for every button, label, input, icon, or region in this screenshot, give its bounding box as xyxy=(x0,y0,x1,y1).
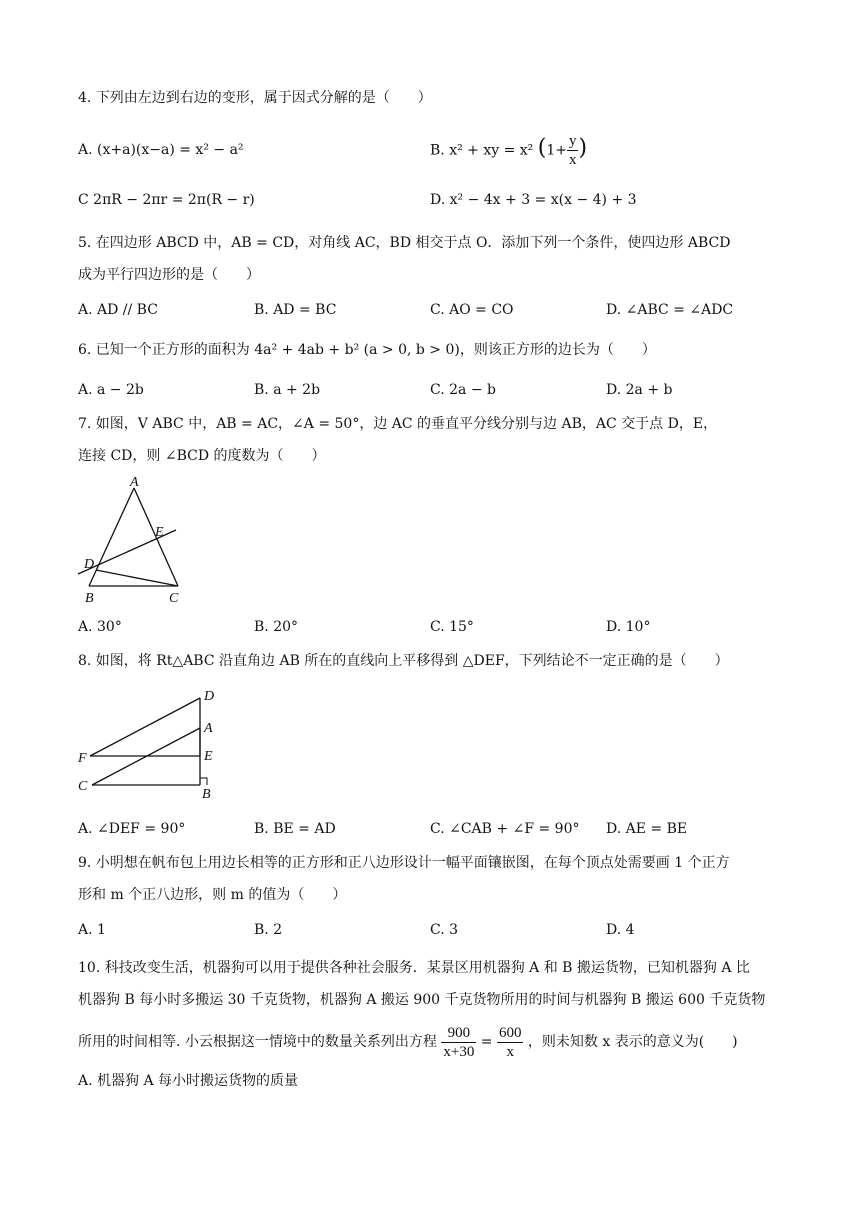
q4-option-b: B. x² + xy = x² (1+ $\frac{y}{x}$ ) xyxy=(430,133,588,168)
q10-stem-line3-suffix: ，则未知数 x 表示的意义为( ) xyxy=(527,1034,738,1050)
q8-option-b: B. BE = AD xyxy=(254,821,336,837)
q8-option-c: C. ∠CAB + ∠F = 90° xyxy=(430,821,580,837)
q5-stem-line1: 5. 在四边形 ABCD 中，AB = CD，对角线 AC，BD 相交于点 O．添加下列一个条件，使四边形 ABCD xyxy=(78,235,731,251)
q4-option-b-prefix: B. x² + xy = x² xyxy=(430,142,534,159)
q5-option-c: C. AO = CO xyxy=(430,302,514,318)
q7-label-a: A xyxy=(130,475,139,490)
q10-stem-line1: 10. 科技改变生活，机器狗可以用于提供各种社会服务．某景区用机器狗 A 和 B 搬运货物，已知机器狗 A 比 xyxy=(78,960,750,976)
q7-stem-line1: 7. 如图，V ABC 中，AB = AC，∠A = 50°，边 AC 的垂直平分线分别与边 AB，AC 交于点 D，E， xyxy=(78,416,718,432)
q10-fraction-1 xyxy=(441,1024,476,1061)
q4-option-c: C 2πR − 2πr = 2π(R − r) xyxy=(78,192,255,208)
q10-option-a: A. 机器狗 A 每小时搬运货物的质量 xyxy=(78,1073,299,1089)
q4-stem: 4. 下列由左边到右边的变形，属于因式分解的是（ ） xyxy=(78,90,432,106)
q8-option-d: D. AE = BE xyxy=(606,821,688,837)
q4-frac-den: x xyxy=(568,152,577,168)
q6-option-a: A. a − 2b xyxy=(78,382,144,398)
q7-side-ab xyxy=(89,488,134,586)
q8-right-angle-mark xyxy=(200,778,207,785)
q5-stem-line2: 成为平行四边形的是（ ） xyxy=(78,267,260,283)
q7-option-d: D. 10° xyxy=(606,619,651,635)
q7-label-d: D xyxy=(84,557,95,572)
q9-option-d: D. 4 xyxy=(606,922,635,938)
q4-fraction xyxy=(567,132,579,169)
q8-label-e: E xyxy=(204,749,213,764)
q10-fraction-2 xyxy=(497,1024,524,1061)
q10-equals: = xyxy=(480,1034,493,1050)
q8-label-a: A xyxy=(204,721,213,736)
q9-option-c: C. 3 xyxy=(430,922,459,938)
q9-stem-line1: 9. 小明想在帆布包上用边长相等的正方形和正八边形设计一幅平面镶嵌图，在每个顶点处需要画 1 个正方 xyxy=(78,855,730,871)
q6-option-d: D. 2a + b xyxy=(606,382,673,398)
q7-option-a: A. 30° xyxy=(78,619,122,635)
q8-label-d: D xyxy=(204,689,215,704)
q8-stem: 8. 如图，将 Rt△ABC 沿直角边 AB 所在的直线向上平移得到 △DEF，下列结论不一定正确的是（ ） xyxy=(78,653,729,669)
q8-label-b: B xyxy=(202,787,211,802)
q4-option-d: D. x² − 4x + 3 = x(x − 4) + 3 xyxy=(430,192,637,208)
q8-label-c: C xyxy=(78,779,88,794)
q8-translation-figure xyxy=(76,684,226,804)
q6-option-b: B. a + 2b xyxy=(254,382,321,398)
q10-frac2-den: x xyxy=(506,1043,514,1060)
q10-frac1-den: x+30 xyxy=(443,1043,475,1060)
q8-option-a: A. ∠DEF = 90° xyxy=(78,821,186,837)
q4-option-b-one: 1+ xyxy=(546,142,567,159)
q7-label-c: C xyxy=(169,591,179,606)
q10-frac2-num: 600 xyxy=(498,1024,522,1041)
q5-option-b: B. AD = BC xyxy=(254,302,337,318)
q10-stem-line3 xyxy=(78,1020,738,1064)
q9-option-b: B. 2 xyxy=(254,922,283,938)
q9-stem-line2: 形和 m 个正八边形，则 m 的值为（ ） xyxy=(78,887,347,903)
q9-option-a: A. 1 xyxy=(78,922,106,938)
q10-stem-line3-prefix: 所用的时间相等. 小云根据这一情境中的数量关系列出方程 xyxy=(78,1034,437,1050)
q6-stem: 6. 已知一个正方形的面积为 4a² + 4ab + b² (a > 0, b > 0)，则该正方形的边长为（ ） xyxy=(78,342,656,358)
q4-option-a: A. (x+a)(x−a) = x² − a² xyxy=(78,142,244,158)
q10-frac1-num: 900 xyxy=(441,1024,476,1043)
q5-option-d: D. ∠ABC = ∠ADC xyxy=(606,302,734,318)
q7-label-e: E xyxy=(155,525,164,540)
q4-frac-num: y xyxy=(568,133,577,149)
q5-option-a: A. AD // BC xyxy=(78,302,158,318)
q10-stem-line2: 机器狗 B 每小时多搬运 30 千克货物，机器狗 A 搬运 900 千克货物所用的时间与机器狗 B 搬运 600 千克货物 xyxy=(78,992,766,1008)
q7-segment-cd xyxy=(96,570,178,586)
q7-triangle-figure xyxy=(76,476,186,606)
q7-option-c: C. 15° xyxy=(430,619,474,635)
q8-line-fd xyxy=(90,698,200,756)
q8-label-f: F xyxy=(78,751,87,766)
q7-stem-line2: 连接 CD，则 ∠BCD 的度数为（ ） xyxy=(78,448,326,464)
q6-option-c: C. 2a − b xyxy=(430,382,496,398)
q7-option-b: B. 20° xyxy=(254,619,299,635)
q7-label-b: B xyxy=(85,591,94,606)
